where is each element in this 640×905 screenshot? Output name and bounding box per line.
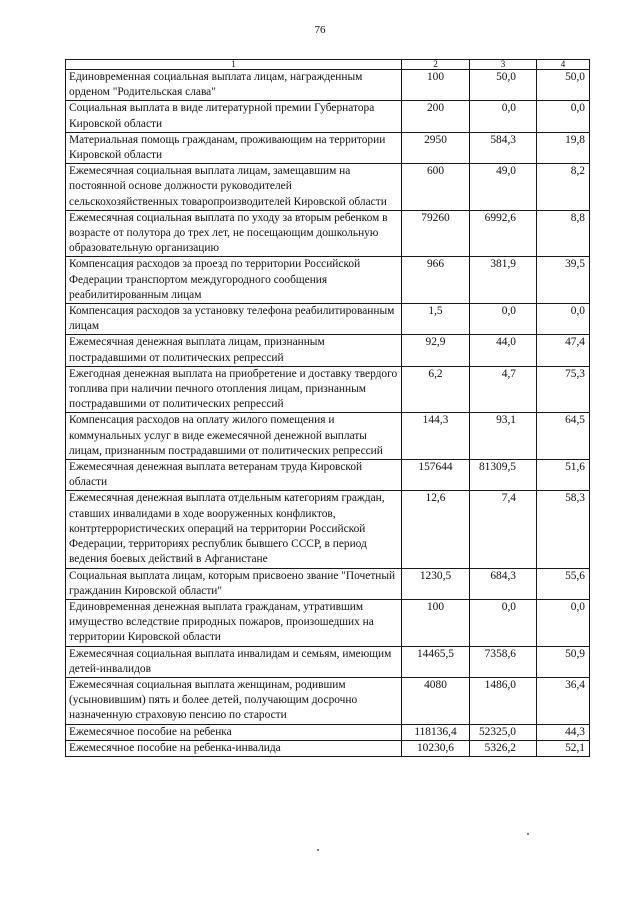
payment-name-cell: Материальная помощь гражданам, проживающим на территории Кировской области xyxy=(66,132,402,163)
header-col-3: 3 xyxy=(470,60,537,70)
value-col-3-cell: 52325,0 xyxy=(470,724,537,740)
table-row xyxy=(66,599,590,646)
value-col-4-cell: 36,4 xyxy=(537,677,590,724)
value-col-2-cell: 10230,6 xyxy=(402,740,470,756)
value-col-3-cell: 7,4 xyxy=(470,491,537,568)
value-col-3-cell: 6992,6 xyxy=(470,210,537,257)
value-col-3-cell: 7358,6 xyxy=(470,646,537,677)
value-col-3-cell: 44,0 xyxy=(470,335,537,366)
scan-speck xyxy=(527,833,529,835)
table-header xyxy=(66,60,590,70)
payment-name-cell: Ежемесячная денежная выплата ветеранам труда Кировской области xyxy=(66,460,402,491)
value-col-4-cell: 0,0 xyxy=(537,101,590,132)
table-row xyxy=(66,677,590,724)
value-col-4-cell: 55,6 xyxy=(537,568,590,599)
value-col-4-cell: 8,2 xyxy=(537,164,590,211)
table-row xyxy=(66,101,590,132)
value-col-2-cell: 200 xyxy=(402,101,470,132)
page-number: 76 xyxy=(314,24,326,36)
table-body xyxy=(66,70,590,757)
value-col-4-cell: 75,3 xyxy=(537,366,590,413)
value-col-2-cell: 1230,5 xyxy=(402,568,470,599)
value-col-4-cell: 0,0 xyxy=(537,599,590,646)
payment-name-cell: Ежемесячное пособие на ребенка-инвалида xyxy=(66,740,402,756)
payment-name-cell: Компенсация расходов за установку телефона реабилитированным лицам xyxy=(66,304,402,335)
payment-name-cell: Компенсация расходов за проезд по территории Российской Федерации транспортом междугородного сообщения реабилитированным лицам xyxy=(66,257,402,304)
value-col-4-cell: 58,3 xyxy=(537,491,590,568)
payment-name-cell: Ежегодная денежная выплата на приобретение и доставку твердого топлива при наличии печного отопления лицам, признанным пострадавшими от политических репрессий xyxy=(66,366,402,413)
payment-name-cell: Единовременная денежная выплата гражданам, утратившим имущество вследствие природных пожаров, произошедших на территории Кировской области xyxy=(66,599,402,646)
table-row xyxy=(66,740,590,756)
value-col-3-cell: 81309,5 xyxy=(470,460,537,491)
value-col-2-cell: 14465,5 xyxy=(402,646,470,677)
value-col-3-cell: 0,0 xyxy=(470,304,537,335)
value-col-4-cell: 50,0 xyxy=(537,70,590,101)
value-col-2-cell: 12,6 xyxy=(402,491,470,568)
value-col-2-cell: 92,9 xyxy=(402,335,470,366)
table-row xyxy=(66,568,590,599)
header-col-1: 1 xyxy=(66,60,402,70)
value-col-3-cell: 684,3 xyxy=(470,568,537,599)
payment-name-cell: Единовременная социальная выплата лицам, награжденным орденом "Родительская слава" xyxy=(66,70,402,101)
table-row xyxy=(66,164,590,211)
payment-name-cell: Ежемесячная социальная выплата инвалидам и семьям, имеющим детей-инвалидов xyxy=(66,646,402,677)
value-col-3-cell: 1486,0 xyxy=(470,677,537,724)
table-row xyxy=(66,210,590,257)
value-col-4-cell: 39,5 xyxy=(537,257,590,304)
value-col-3-cell: 0,0 xyxy=(470,599,537,646)
value-col-2-cell: 79260 xyxy=(402,210,470,257)
value-col-3-cell: 5326,2 xyxy=(470,740,537,756)
value-col-2-cell: 157644 xyxy=(402,460,470,491)
table-row xyxy=(66,460,590,491)
payment-name-cell: Ежемесячная денежная выплата лицам, признанным пострадавшими от политических репрессий xyxy=(66,335,402,366)
value-col-2-cell: 1,5 xyxy=(402,304,470,335)
header-row xyxy=(66,60,590,70)
value-col-3-cell: 50,0 xyxy=(470,70,537,101)
value-col-3-cell: 49,0 xyxy=(470,164,537,211)
table-row xyxy=(66,491,590,568)
budget-table xyxy=(65,59,590,757)
payment-name-cell: Компенсация расходов на оплату жилого помещения и коммунальных услуг в виде ежемесячной денежной выплаты лицам, признанным пострадавшими от политических репрессий xyxy=(66,413,402,460)
value-col-4-cell: 0,0 xyxy=(537,304,590,335)
value-col-2-cell: 144,3 xyxy=(402,413,470,460)
value-col-2-cell: 600 xyxy=(402,164,470,211)
value-col-4-cell: 44,3 xyxy=(537,724,590,740)
table-row xyxy=(66,646,590,677)
payment-name-cell: Ежемесячная социальная выплата женщинам, родившим (усыновившим) пять и более детей, получающим досрочно назначенную страховую пенсию по старости xyxy=(66,677,402,724)
value-col-2-cell: 100 xyxy=(402,70,470,101)
value-col-2-cell: 966 xyxy=(402,257,470,304)
value-col-2-cell: 6,2 xyxy=(402,366,470,413)
table-row xyxy=(66,257,590,304)
value-col-3-cell: 93,1 xyxy=(470,413,537,460)
table-row xyxy=(66,724,590,740)
value-col-3-cell: 0,0 xyxy=(470,101,537,132)
header-col-4: 4 xyxy=(537,60,590,70)
value-col-2-cell: 4080 xyxy=(402,677,470,724)
header-col-2: 2 xyxy=(402,60,470,70)
value-col-4-cell: 64,5 xyxy=(537,413,590,460)
payment-name-cell: Ежемесячная социальная выплата по уходу за вторым ребенком в возрасте от полутора до трех лет, не посещающим дошкольную образовательную организацию xyxy=(66,210,402,257)
scan-speck xyxy=(317,849,319,851)
value-col-4-cell: 52,1 xyxy=(537,740,590,756)
value-col-3-cell: 584,3 xyxy=(470,132,537,163)
value-col-3-cell: 4,7 xyxy=(470,366,537,413)
table-row xyxy=(66,366,590,413)
value-col-2-cell: 2950 xyxy=(402,132,470,163)
table-row xyxy=(66,132,590,163)
payment-name-cell: Ежемесячная денежная выплата отдельным категориям граждан, ставших инвалидами в ходе вооруженных конфликтов, контртеррористических операций на территории Российской Федерации, территориях республик бывшего СССР, в период ведения боевых действий в Афганистане xyxy=(66,491,402,568)
value-col-4-cell: 47,4 xyxy=(537,335,590,366)
value-col-4-cell: 19,8 xyxy=(537,132,590,163)
payment-name-cell: Социальная выплата в виде литературной премии Губернатора Кировской области xyxy=(66,101,402,132)
value-col-4-cell: 50,9 xyxy=(537,646,590,677)
payment-name-cell: Социальная выплата лицам, которым присвоено звание "Почетный гражданин Кировской области" xyxy=(66,568,402,599)
value-col-4-cell: 51,6 xyxy=(537,460,590,491)
payment-name-cell: Ежемесячное пособие на ребенка xyxy=(66,724,402,740)
value-col-2-cell: 100 xyxy=(402,599,470,646)
table-row xyxy=(66,335,590,366)
value-col-4-cell: 8,8 xyxy=(537,210,590,257)
value-col-3-cell: 381,9 xyxy=(470,257,537,304)
table-row xyxy=(66,304,590,335)
value-col-2-cell: 118136,4 xyxy=(402,724,470,740)
table-row xyxy=(66,413,590,460)
table-row xyxy=(66,70,590,101)
payment-name-cell: Ежемесячная социальная выплата лицам, замещавшим на постоянной основе должности руководителей сельскохозяйственных товаропроизводителей Кировской области xyxy=(66,164,402,211)
